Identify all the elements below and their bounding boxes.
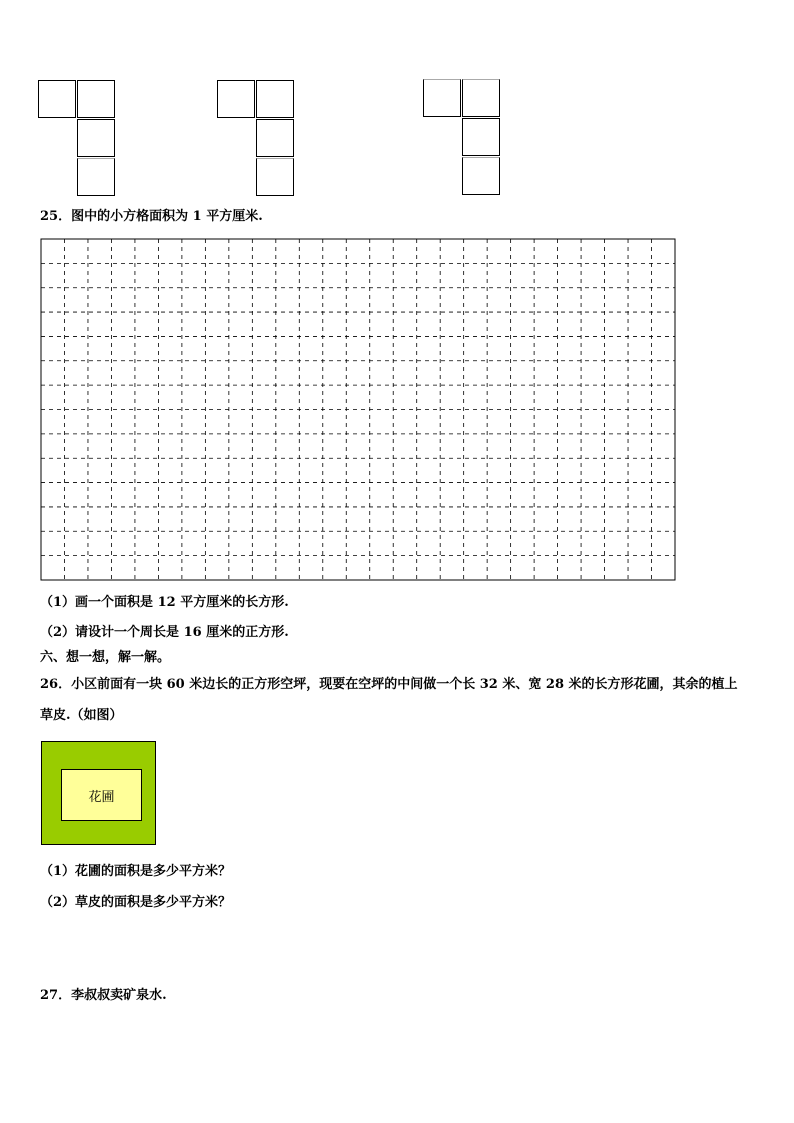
shape-square: [77, 119, 115, 157]
section-heading: 六、想一想，解一解。: [40, 650, 171, 665]
shape-square: [38, 80, 76, 118]
q25-sub2: （2）请设计一个周长是 16 厘米的正方形.: [40, 625, 289, 640]
shape-square: [256, 80, 294, 118]
shape-square: [77, 158, 115, 196]
shape-figure-2: [217, 80, 297, 198]
shape-square: [256, 158, 294, 196]
shape-square: [423, 79, 461, 117]
shape-square: [462, 118, 500, 156]
shape-square: [217, 80, 255, 118]
q26-stem-line1: 26．小区前面有一块 60 米边长的正方形空坪，现要在空坪的中间做一个长 32 米、宽 28 米的长方形花圃，其余的植上: [40, 677, 738, 692]
shape-square: [462, 79, 500, 117]
lawn-square-figure: [41, 741, 156, 845]
q25-sub1: （1）画一个面积是 12 平方厘米的长方形.: [40, 595, 289, 610]
dotted-grid: [40, 238, 676, 581]
garden-rectangle: [61, 769, 142, 821]
shape-square: [77, 80, 115, 118]
q26-sub1: （1）花圃的面积是多少平方米？: [40, 864, 232, 879]
shape-square: [462, 157, 500, 195]
shape-figure-1: [38, 80, 118, 198]
q25-stem: 25．图中的小方格面积为 1 平方厘米.: [40, 209, 263, 224]
garden-label: 花圃: [88, 789, 115, 805]
shape-square: [256, 119, 294, 157]
q26-stem-line2: 草皮.（如图）: [40, 708, 123, 723]
shape-figure-3: [423, 79, 503, 197]
q27-stem: 27．李叔叔卖矿泉水.: [40, 988, 167, 1003]
q26-sub2: （2）草皮的面积是多少平方米？: [40, 895, 232, 910]
